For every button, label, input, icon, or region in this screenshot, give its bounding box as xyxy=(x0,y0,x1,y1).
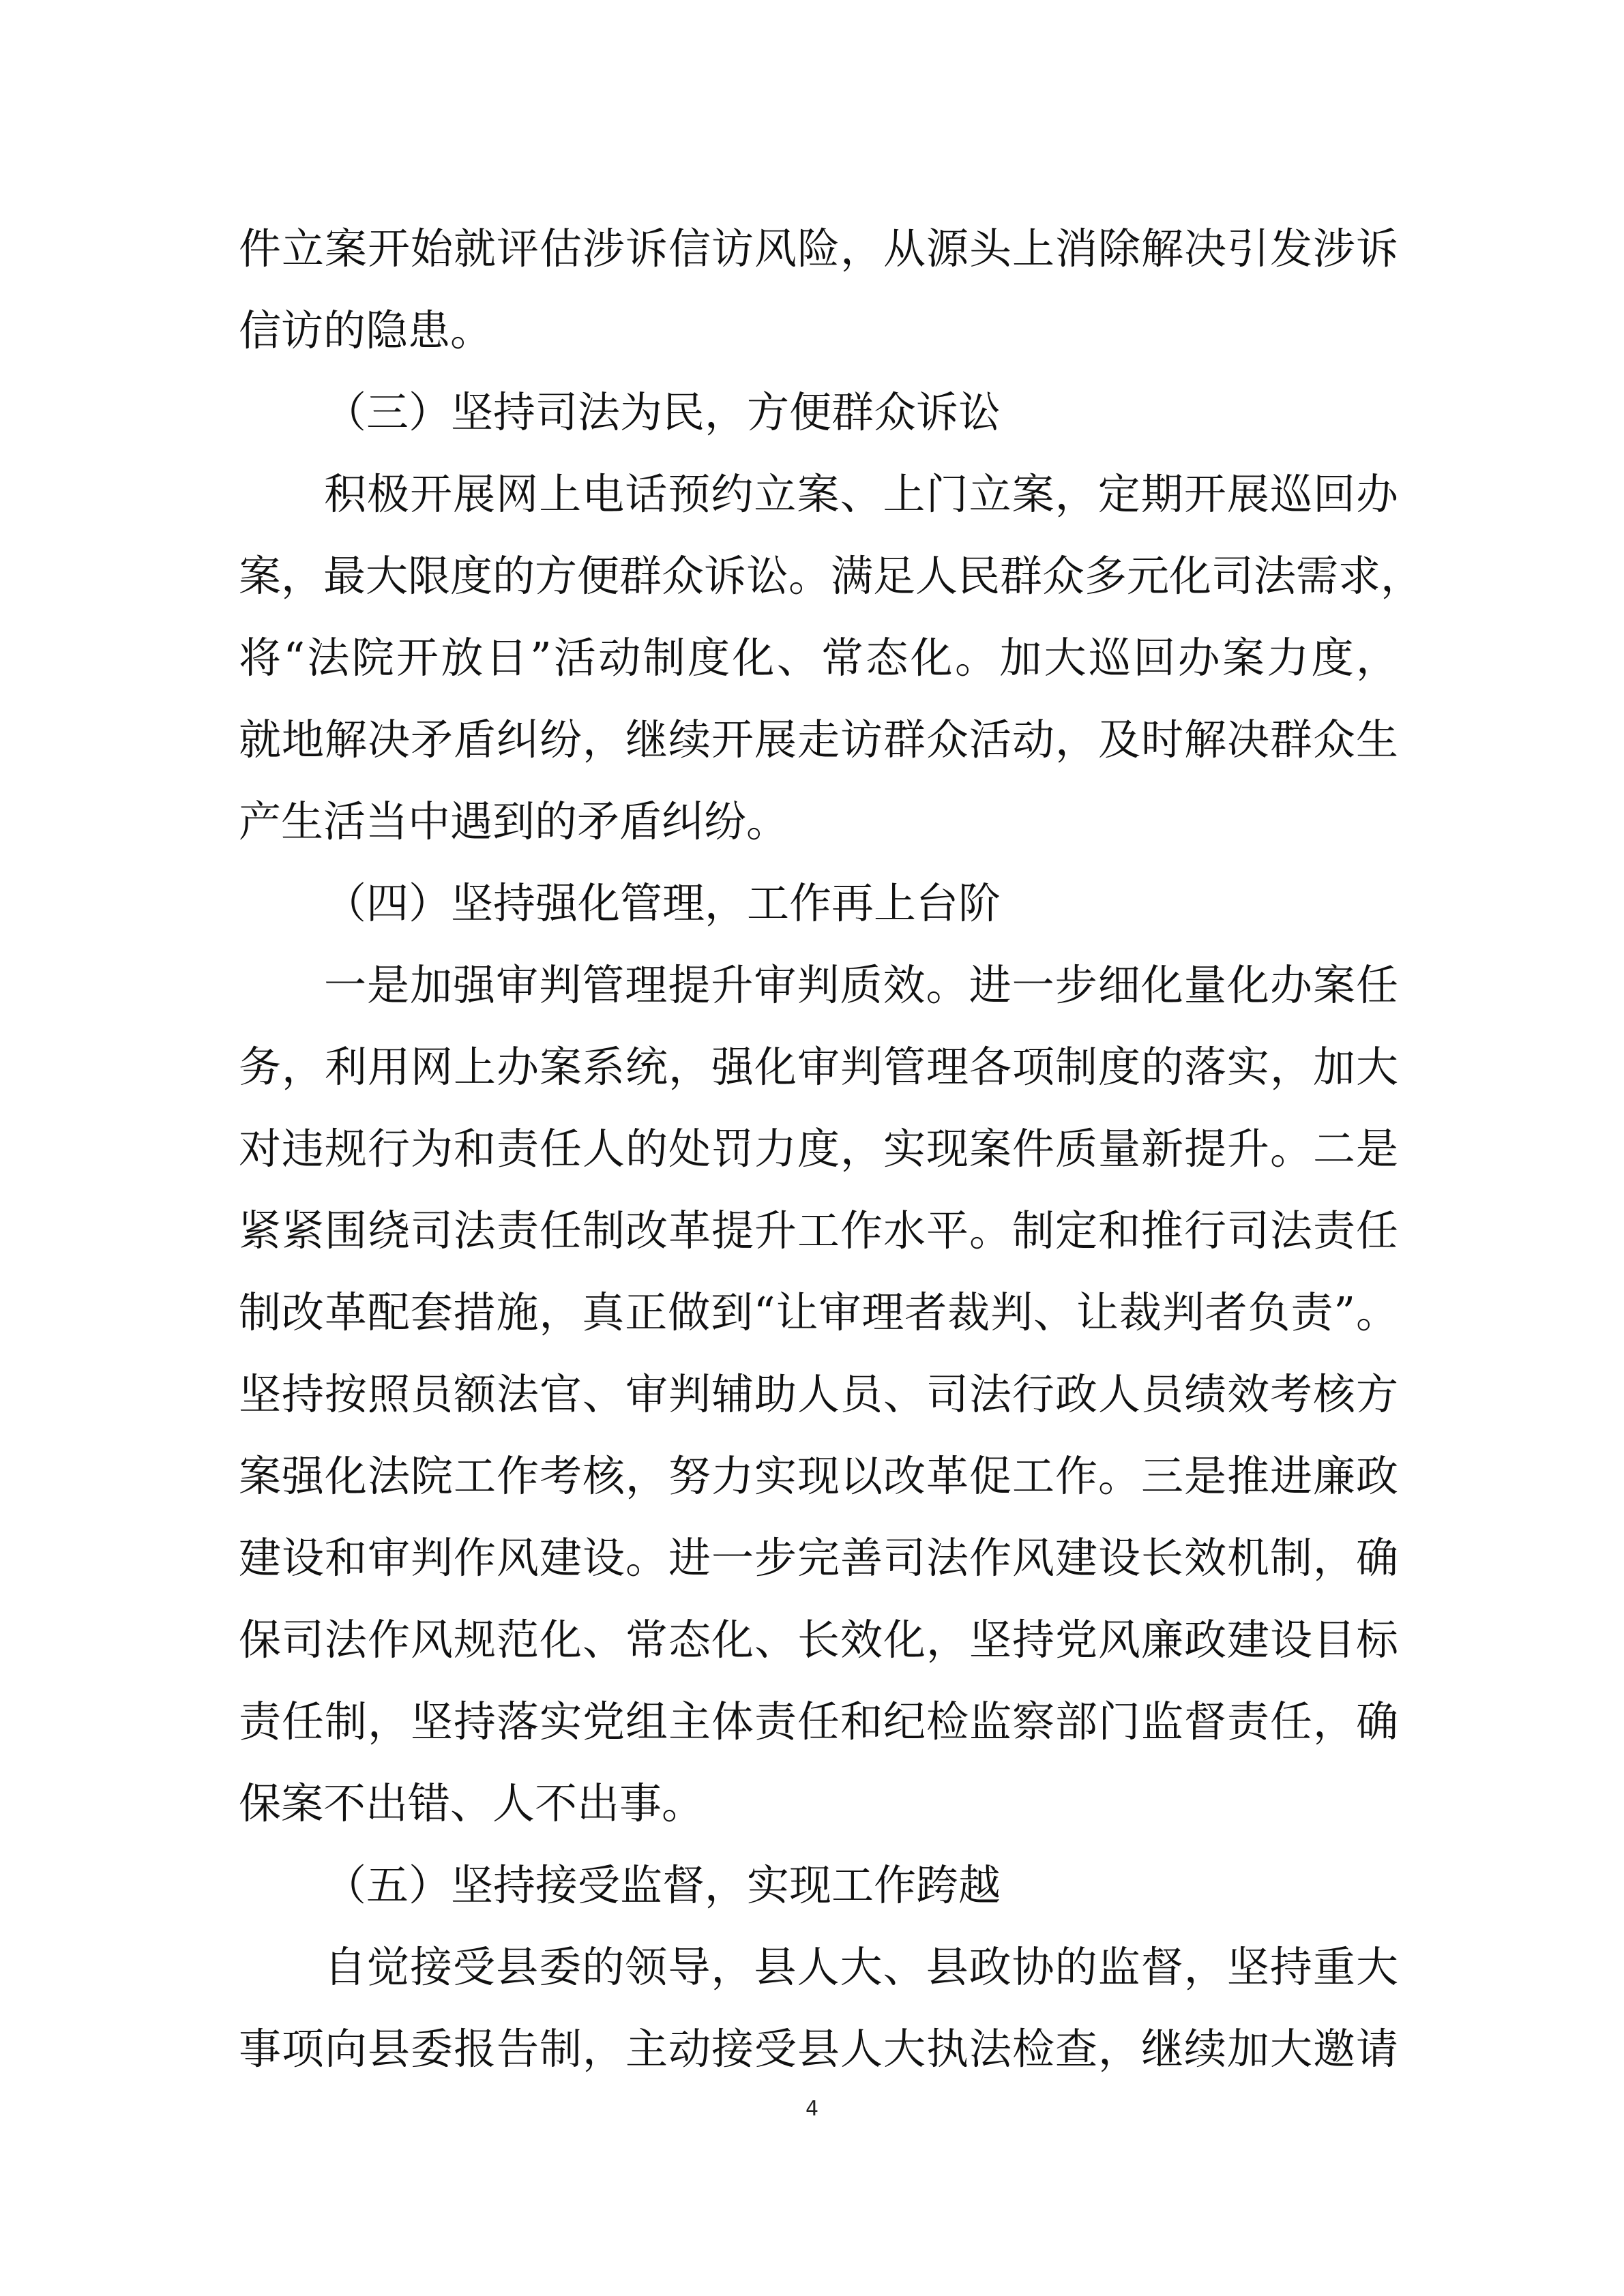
body-line: 责任制，坚持落实党组主体责任和纪检监察部门监督责任，确 xyxy=(239,1697,1398,1746)
page-number: 4 xyxy=(805,2097,819,2121)
body-line: 保案不出错、人不出事。 xyxy=(239,1778,705,1828)
body-line: 件立案开始就评估涉诉信访风险，从源头上消除解决引发涉诉 xyxy=(239,224,1398,273)
body-line: 事项向县委报告制，主动接受县人大执法检查，继续加大邀请 xyxy=(239,2024,1398,2074)
body-line: 保司法作风规范化、常态化、长效化，坚持党风廉政建设目标 xyxy=(239,1615,1398,1665)
body-line: 信访的隐患。 xyxy=(239,305,493,355)
body-line: 制改革配套措施，真正做到“让审理者裁判、让裁判者负责”。 xyxy=(239,1287,1398,1337)
body-line: 紧紧围绕司法责任制改革提升工作水平。制定和推行司法责任 xyxy=(239,1206,1398,1255)
body-line: 对违规行为和责任人的处罚力度，实现案件质量新提升。二是 xyxy=(239,1124,1398,1174)
body-line: 建设和审判作风建设。进一步完善司法作风建设长效机制，确 xyxy=(239,1533,1398,1583)
body-line: 积极开展网上电话预约立案、上门立案，定期开展巡回办 xyxy=(324,469,1398,519)
section-heading: （四）坚持强化管理，工作再上台阶 xyxy=(324,878,1001,928)
body-line: 将“法院开放日”活动制度化、常态化。加大巡回办案力度， xyxy=(239,633,1398,683)
body-line: 务，利用网上办案系统，强化审判管理各项制度的落实，加大 xyxy=(239,1042,1398,1092)
section-heading: （三）坚持司法为民，方便群众诉讼 xyxy=(324,387,1001,437)
body-line: 产生活当中遇到的矛盾纠纷。 xyxy=(239,796,789,846)
body-line: 就地解决矛盾纠纷，继续开展走访群众活动，及时解决群众生 xyxy=(239,715,1398,764)
body-line: 坚持按照员额法官、审判辅助人员、司法行政人员绩效考核方 xyxy=(239,1369,1398,1419)
body-line: 案强化法院工作考核，努力实现以改革促工作。三是推进廉政 xyxy=(239,1451,1398,1501)
body-line: 案，最大限度的方便群众诉讼。满足人民群众多元化司法需求， xyxy=(239,551,1423,601)
section-heading: （五）坚持接受监督，实现工作跨越 xyxy=(324,1860,1001,1910)
body-line: 自觉接受县委的领导，县人大、县政协的监督，坚持重大 xyxy=(324,1942,1398,1992)
body-line: 一是加强审判管理提升审判质效。进一步细化量化办案任 xyxy=(324,960,1398,1010)
